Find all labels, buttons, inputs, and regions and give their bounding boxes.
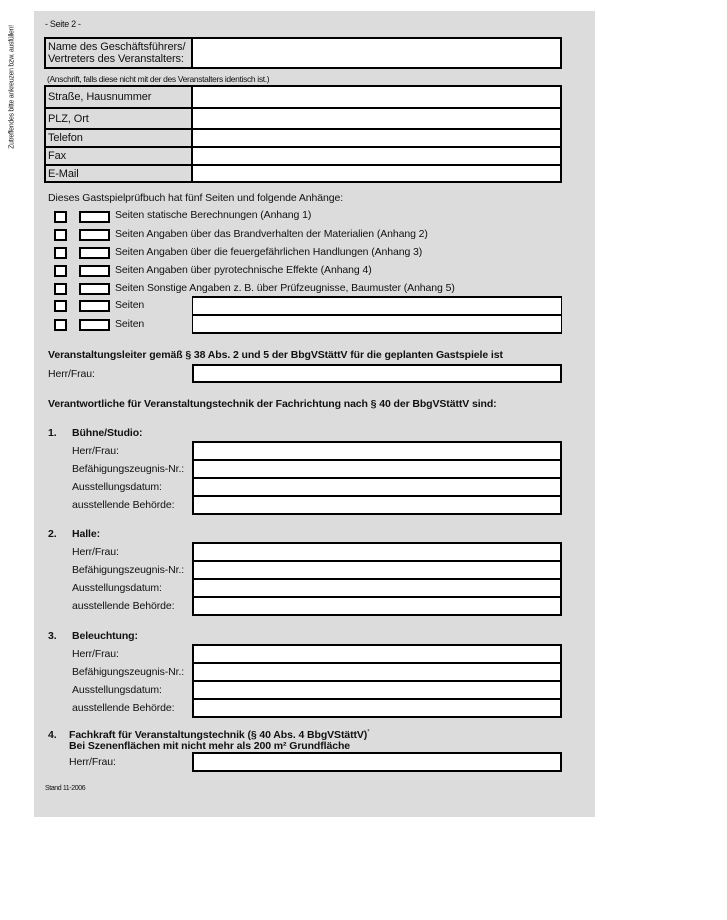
manager-row [46, 39, 560, 67]
section-1-authority-input[interactable] [194, 497, 560, 513]
section-1-name-input[interactable] [194, 443, 560, 461]
attachment-5-pages-input[interactable] [79, 283, 110, 295]
attachments-intro: Dieses Gastspielprüfbuch hat fünf Seiten und folgende Anhänge: [48, 192, 344, 204]
attachment-2-pages-input[interactable] [79, 229, 110, 241]
attachment-6-description-input[interactable] [193, 298, 561, 316]
side-instruction [4, 12, 20, 162]
section-1-fields [192, 441, 562, 515]
address-row-zip [46, 109, 560, 130]
attachment-4-checkbox[interactable] [54, 265, 67, 277]
event-leader-heading: Veranstaltungsleiter gemäß § 38 Abs. 2 und 5 der BbgVStättV für die geplanten Gastspiele ist [48, 349, 503, 361]
fax-label: Fax [46, 148, 193, 164]
section-3-authority-input[interactable] [194, 700, 560, 716]
manager-label: Name des Geschäftsführers/ Vertreters des Veranstalters: [46, 39, 193, 67]
section-3-cert-label: Befähigungszeugnis-Nr.: [72, 666, 185, 678]
other-attachments-fields [192, 296, 562, 334]
manager-table [44, 37, 562, 69]
section-1-date-input[interactable] [194, 479, 560, 497]
address-table [44, 85, 562, 183]
attachment-7-description-input[interactable] [193, 316, 561, 332]
street-input[interactable] [193, 87, 560, 107]
attachment-2-checkbox[interactable] [54, 229, 67, 241]
section-2-name-input[interactable] [194, 544, 560, 562]
street-label: Straße, Hausnummer [46, 87, 193, 107]
event-leader-label: Herr/Frau: [48, 368, 95, 380]
section-2-cert-label: Befähigungszeugnis-Nr.: [72, 564, 185, 576]
attachment-1-pages-input[interactable] [79, 211, 110, 223]
attachment-7-pages-input[interactable] [79, 319, 110, 331]
section-1-cert-input[interactable] [194, 461, 560, 479]
phone-input[interactable] [193, 130, 560, 146]
attachment-3-label: Seiten Angaben über die feuergefährlichen Handlungen (Anhang 3) [115, 246, 423, 258]
section-1-number: 1. [48, 427, 57, 439]
section-4-title-text: Fachkraft für Veranstaltungstechnik (§ 40 Abs. 4 BbgVStättV) [69, 729, 368, 741]
section-3-date-label: Ausstellungsdatum: [72, 684, 162, 696]
section-4-name-label: Herr/Frau: [69, 756, 116, 768]
address-row-phone [46, 130, 560, 148]
section-4-footnote-mark: * [367, 729, 370, 736]
attachment-1-label: Seiten statische Berechnungen (Anhang 1) [115, 209, 312, 221]
section-4-name-input[interactable] [192, 752, 562, 772]
section-3-cert-input[interactable] [194, 664, 560, 682]
side-instruction-text: Zutreffendes bitte ankreuzen bzw. ausfüllen! [8, 25, 16, 149]
section-3-number: 3. [48, 630, 57, 642]
attachment-1-checkbox[interactable] [54, 211, 67, 223]
section-2-fields [192, 542, 562, 616]
section-1-date-label: Ausstellungsdatum: [72, 481, 162, 493]
section-2-authority-input[interactable] [194, 598, 560, 614]
section-2-date-label: Ausstellungsdatum: [72, 582, 162, 594]
section-2-date-input[interactable] [194, 580, 560, 598]
attachment-7-label: Seiten [115, 318, 145, 330]
event-leader-input[interactable] [192, 364, 562, 383]
attachment-5-checkbox[interactable] [54, 283, 67, 295]
email-input[interactable] [193, 166, 560, 181]
section-1-name-label: Herr/Frau: [72, 445, 119, 457]
attachment-5-label: Seiten Sonstige Angaben z. B. über Prüfzeugnisse, Baumuster (Anhang 5) [115, 282, 455, 294]
section-2-title: Halle: [72, 528, 100, 540]
attachment-3-checkbox[interactable] [54, 247, 67, 259]
section-2-number: 2. [48, 528, 57, 540]
section-2-name-label: Herr/Frau: [72, 546, 119, 558]
version-stamp: Stand 11-2006 [45, 785, 86, 792]
address-row-fax [46, 148, 560, 166]
address-row-email [46, 166, 560, 181]
attachment-7-checkbox[interactable] [54, 319, 67, 331]
section-3-title: Beleuchtung: [72, 630, 138, 642]
attachment-4-pages-input[interactable] [79, 265, 110, 277]
section-1-title: Bühne/Studio: [72, 427, 143, 439]
section-4-subtitle: Bei Szenenflächen mit nicht mehr als 200 m² Grundfläche [69, 740, 350, 752]
form-page [34, 11, 595, 817]
section-1-authority-label: ausstellende Behörde: [72, 499, 175, 511]
address-row-street [46, 87, 560, 109]
page-label: - Seite 2 - [45, 19, 81, 29]
section-3-fields [192, 644, 562, 718]
technicians-heading: Verantwortliche für Veranstaltungstechnik der Fachrichtung nach § 40 der BbgVStättV sind: [48, 398, 497, 410]
section-3-name-input[interactable] [194, 646, 560, 664]
attachment-3-pages-input[interactable] [79, 247, 110, 259]
section-3-authority-label: ausstellende Behörde: [72, 702, 175, 714]
zip-city-label: PLZ, Ort [46, 109, 193, 128]
fax-input[interactable] [193, 148, 560, 164]
section-3-name-label: Herr/Frau: [72, 648, 119, 660]
section-2-cert-input[interactable] [194, 562, 560, 580]
attachment-4-label: Seiten Angaben über pyrotechnische Effekte (Anhang 4) [115, 264, 372, 276]
attachment-6-pages-input[interactable] [79, 300, 110, 312]
attachment-2-label: Seiten Angaben über das Brandverhalten der Materialien (Anhang 2) [115, 228, 428, 240]
email-label: E-Mail [46, 166, 193, 181]
address-note: (Anschrift, falls diese nicht mit der des Veranstalters identisch ist.) [47, 74, 270, 84]
section-2-authority-label: ausstellende Behörde: [72, 600, 175, 612]
attachment-6-checkbox[interactable] [54, 300, 67, 312]
section-3-date-input[interactable] [194, 682, 560, 700]
manager-input[interactable] [193, 39, 560, 67]
section-1-cert-label: Befähigungszeugnis-Nr.: [72, 463, 185, 475]
phone-label: Telefon [46, 130, 193, 146]
attachment-6-label: Seiten [115, 299, 145, 311]
section-4-number: 4. [48, 729, 57, 741]
zip-city-input[interactable] [193, 109, 560, 128]
